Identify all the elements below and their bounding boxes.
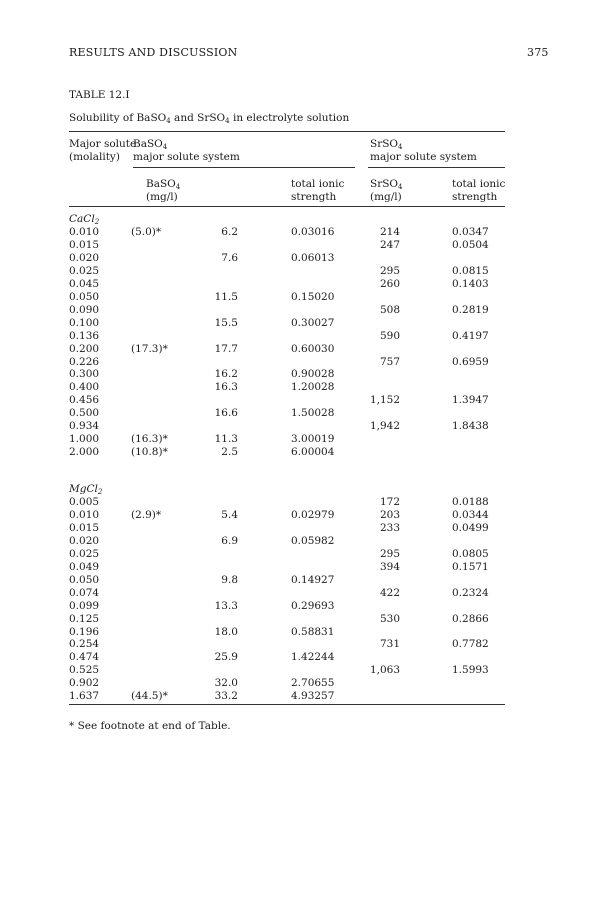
cell-baso4-total-ionic-strength: 0.29693 xyxy=(291,599,335,612)
cell-molality: 0.125 xyxy=(69,612,100,625)
page-number: 375 xyxy=(527,46,549,59)
header-molality: (molality) xyxy=(69,151,120,163)
cell-baso4-mgl: 5.4 xyxy=(221,508,238,521)
table-row xyxy=(0,446,615,458)
cell-molality: 0.200 xyxy=(69,342,100,355)
cell-srso4-total-ionic-strength: 0.0504 xyxy=(452,238,489,251)
cell-baso4-parenthetical: (5.0)* xyxy=(131,226,162,238)
cell-molality: 0.015 xyxy=(69,238,100,251)
table-label: TABLE 12.I xyxy=(69,89,130,101)
table-row xyxy=(0,381,615,393)
cell-molality: 1.637 xyxy=(69,690,100,703)
table-row xyxy=(0,509,615,521)
cell-srso4-mgl: 530 xyxy=(379,612,400,625)
cell-molality: 0.010 xyxy=(69,226,100,238)
cell-srso4-mgl: 731 xyxy=(379,638,400,651)
baso4-group-rule xyxy=(133,167,355,168)
cell-srso4-total-ionic-strength: 0.1571 xyxy=(452,560,489,573)
cell-baso4-total-ionic-strength: 0.05982 xyxy=(291,534,335,547)
subheader-total-ionic-1: total ionic xyxy=(291,178,345,190)
table-row xyxy=(0,420,615,432)
cell-baso4-mgl: 16.6 xyxy=(214,407,238,420)
cell-baso4-mgl: 11.5 xyxy=(214,290,238,303)
subheader-strength-2: strength xyxy=(452,191,498,203)
cell-baso4-mgl: 9.8 xyxy=(221,573,238,586)
table-row xyxy=(0,252,615,264)
running-head: RESULTS AND DISCUSSION xyxy=(69,46,238,59)
cell-molality: 0.049 xyxy=(69,560,100,573)
cell-baso4-total-ionic-strength: 0.15020 xyxy=(291,290,335,303)
cell-baso4-total-ionic-strength: 0.14927 xyxy=(291,573,335,586)
cell-srso4-mgl: 247 xyxy=(379,238,400,251)
table-row xyxy=(0,330,615,342)
cell-srso4-mgl: 757 xyxy=(379,355,400,368)
cell-baso4-total-ionic-strength: 2.70655 xyxy=(291,677,335,690)
cell-molality: 0.005 xyxy=(69,496,100,508)
table-caption: Solubility of BaSO$_4$ and SrSO$_4$ in electrolyte solution xyxy=(69,112,350,125)
header-bottom-rule xyxy=(69,206,505,207)
cell-baso4-total-ionic-strength: 1.42244 xyxy=(291,651,335,664)
cell-srso4-total-ionic-strength: 0.0347 xyxy=(452,226,489,238)
table-row xyxy=(0,394,615,406)
cell-srso4-total-ionic-strength: 0.4197 xyxy=(452,329,489,342)
cell-molality: 0.025 xyxy=(69,547,100,560)
cell-srso4-total-ionic-strength: 0.0815 xyxy=(452,264,489,277)
table-row xyxy=(0,496,615,508)
cell-baso4-mgl: 16.3 xyxy=(214,381,238,394)
table-row xyxy=(0,626,615,638)
cell-molality: 0.902 xyxy=(69,677,100,690)
table-row xyxy=(0,356,615,368)
cell-baso4-mgl: 32.0 xyxy=(214,677,238,690)
header-baso4-system: major solute system xyxy=(133,151,240,163)
cell-srso4-total-ionic-strength: 0.6959 xyxy=(452,355,489,368)
cell-molality: 0.020 xyxy=(69,251,100,264)
cell-srso4-total-ionic-strength: 1.5993 xyxy=(452,664,489,677)
table-row xyxy=(0,613,615,625)
table-row xyxy=(0,239,615,251)
table-row xyxy=(0,368,615,380)
cell-srso4-mgl: 394 xyxy=(379,560,400,573)
cell-molality: 0.934 xyxy=(69,420,100,433)
cell-baso4-total-ionic-strength: 3.00019 xyxy=(291,433,335,446)
cell-srso4-total-ionic-strength: 0.0805 xyxy=(452,547,489,560)
srso4-group-rule xyxy=(368,167,505,168)
table-row xyxy=(0,664,615,676)
subheader-srso4: SrSO$_4$ xyxy=(370,178,403,191)
cell-molality: 0.474 xyxy=(69,651,100,664)
cell-srso4-total-ionic-strength: 0.2866 xyxy=(452,612,489,625)
cell-baso4-total-ionic-strength: 6.00004 xyxy=(291,446,335,459)
cell-baso4-mgl: 6.9 xyxy=(221,534,238,547)
cell-baso4-mgl: 16.2 xyxy=(214,368,238,381)
cell-molality: 1.000 xyxy=(69,433,100,446)
cell-molality: 0.196 xyxy=(69,625,100,638)
cell-srso4-total-ionic-strength: 1.3947 xyxy=(452,394,489,407)
cell-srso4-total-ionic-strength: 0.7782 xyxy=(452,638,489,651)
cell-srso4-mgl: 422 xyxy=(379,586,400,599)
subheader-strength-1: strength xyxy=(291,191,337,203)
cell-srso4-total-ionic-strength: 0.2819 xyxy=(452,303,489,316)
section-title-cacl2: CaCl$_2$ xyxy=(69,213,100,226)
cell-baso4-mgl: 33.2 xyxy=(214,690,238,703)
cell-molality: 0.045 xyxy=(69,277,100,290)
cell-molality: 0.099 xyxy=(69,599,100,612)
subheader-baso4-units: (mg/l) xyxy=(146,191,178,203)
table-row xyxy=(0,677,615,689)
cell-baso4-mgl: 6.2 xyxy=(221,226,238,238)
cell-baso4-total-ionic-strength: 0.06013 xyxy=(291,251,335,264)
cell-molality: 0.456 xyxy=(69,394,100,407)
cell-molality: 0.400 xyxy=(69,381,100,394)
cell-baso4-mgl: 18.0 xyxy=(214,625,238,638)
cell-srso4-mgl: 1,152 xyxy=(369,394,400,407)
section-title-mgcl2: MgCl$_2$ xyxy=(69,483,103,496)
cell-srso4-mgl: 172 xyxy=(379,496,400,508)
table-row xyxy=(0,407,615,419)
table-row xyxy=(0,651,615,663)
cell-molality: 0.020 xyxy=(69,534,100,547)
cell-molality: 0.136 xyxy=(69,329,100,342)
cell-baso4-total-ionic-strength: 0.03016 xyxy=(291,226,335,238)
subheader-srso4-units: (mg/l) xyxy=(370,191,402,203)
cell-baso4-total-ionic-strength: 0.02979 xyxy=(291,508,335,521)
cell-molality: 0.015 xyxy=(69,521,100,534)
cell-srso4-total-ionic-strength: 0.2324 xyxy=(452,586,489,599)
table-row xyxy=(0,278,615,290)
table-row xyxy=(0,561,615,573)
cell-baso4-mgl: 13.3 xyxy=(214,599,238,612)
cell-baso4-mgl: 11.3 xyxy=(214,433,238,446)
table-row xyxy=(0,304,615,316)
cell-baso4-mgl: 15.5 xyxy=(214,316,238,329)
cell-baso4-total-ionic-strength: 4.93257 xyxy=(291,690,335,703)
cell-baso4-parenthetical: (2.9)* xyxy=(131,508,162,521)
cell-srso4-total-ionic-strength: 0.1403 xyxy=(452,277,489,290)
cell-srso4-mgl: 1,942 xyxy=(369,420,400,433)
cell-molality: 0.090 xyxy=(69,303,100,316)
cell-srso4-mgl: 590 xyxy=(379,329,400,342)
cell-baso4-mgl: 25.9 xyxy=(214,651,238,664)
table-row xyxy=(0,638,615,650)
cell-srso4-mgl: 260 xyxy=(379,277,400,290)
cell-srso4-mgl: 1,063 xyxy=(369,664,400,677)
cell-molality: 0.010 xyxy=(69,508,100,521)
cell-srso4-mgl: 203 xyxy=(379,508,400,521)
cell-srso4-mgl: 214 xyxy=(379,226,400,238)
cell-baso4-mgl: 2.5 xyxy=(221,446,238,459)
cell-molality: 0.300 xyxy=(69,368,100,381)
cell-srso4-mgl: 295 xyxy=(379,264,400,277)
cell-baso4-total-ionic-strength: 0.30027 xyxy=(291,316,335,329)
cell-srso4-mgl: 233 xyxy=(379,521,400,534)
cell-baso4-parenthetical: (44.5)* xyxy=(131,690,168,703)
cell-srso4-total-ionic-strength: 0.0188 xyxy=(452,496,489,508)
table-row xyxy=(0,226,615,238)
cell-baso4-total-ionic-strength: 1.50028 xyxy=(291,407,335,420)
table-row xyxy=(0,522,615,534)
cell-baso4-total-ionic-strength: 0.90028 xyxy=(291,368,335,381)
header-major-solute: Major solute xyxy=(69,138,137,150)
subheader-total-ionic-2: total ionic xyxy=(452,178,506,190)
cell-srso4-mgl: 295 xyxy=(379,547,400,560)
cell-baso4-total-ionic-strength: 1.20028 xyxy=(291,381,335,394)
table-row xyxy=(0,291,615,303)
header-srso4-system: major solute system xyxy=(370,151,477,163)
cell-molality: 0.500 xyxy=(69,407,100,420)
cell-molality: 2.000 xyxy=(69,446,100,459)
table-row xyxy=(0,535,615,547)
table-footnote: * See footnote at end of Table. xyxy=(69,720,231,732)
cell-baso4-total-ionic-strength: 0.60030 xyxy=(291,342,335,355)
subheader-baso4: BaSO$_4$ xyxy=(146,178,181,191)
table-row xyxy=(0,574,615,586)
cell-molality: 0.074 xyxy=(69,586,100,599)
cell-baso4-mgl: 17.7 xyxy=(214,342,238,355)
cell-baso4-mgl: 7.6 xyxy=(221,251,238,264)
cell-baso4-parenthetical: (10.8)* xyxy=(131,446,168,459)
header-baso4-group: BaSO$_4$ xyxy=(133,138,168,151)
cell-molality: 0.100 xyxy=(69,316,100,329)
table-row xyxy=(0,548,615,560)
cell-molality: 0.050 xyxy=(69,573,100,586)
cell-srso4-total-ionic-strength: 0.0344 xyxy=(452,508,489,521)
cell-molality: 0.525 xyxy=(69,664,100,677)
header-srso4-group: SrSO$_4$ xyxy=(370,138,403,151)
cell-molality: 0.050 xyxy=(69,290,100,303)
table-row xyxy=(0,600,615,612)
table-row xyxy=(0,317,615,329)
cell-molality: 0.025 xyxy=(69,264,100,277)
table-row xyxy=(0,343,615,355)
table-row xyxy=(0,587,615,599)
cell-baso4-parenthetical: (16.3)* xyxy=(131,433,168,446)
cell-molality: 0.226 xyxy=(69,355,100,368)
table-top-rule xyxy=(69,131,505,132)
cell-srso4-total-ionic-strength: 1.8438 xyxy=(452,420,489,433)
cell-srso4-total-ionic-strength: 0.0499 xyxy=(452,521,489,534)
cell-srso4-mgl: 508 xyxy=(379,303,400,316)
cell-molality: 0.254 xyxy=(69,638,100,651)
table-row xyxy=(0,265,615,277)
cell-baso4-parenthetical: (17.3)* xyxy=(131,342,168,355)
table-bottom-rule xyxy=(69,704,505,705)
cell-baso4-total-ionic-strength: 0.58831 xyxy=(291,625,335,638)
table-row xyxy=(0,690,615,702)
table-row xyxy=(0,433,615,445)
